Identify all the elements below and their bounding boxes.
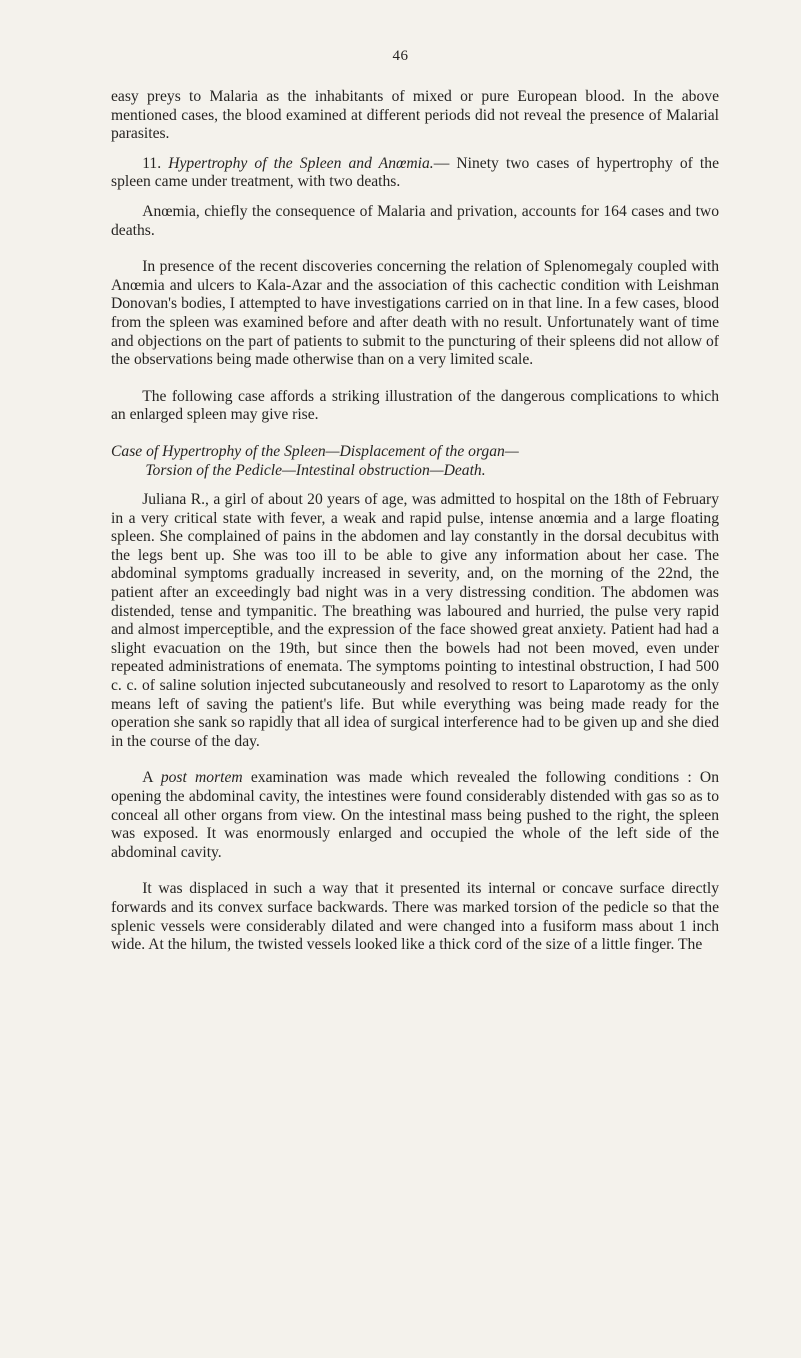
case-title <box>111 443 719 480</box>
body-text <box>111 88 719 955</box>
post-mortem-rest: examination was made which revealed the following conditions : On opening the abdominal cavity, the intestines were found considerably distended with gas so as to conceal all other organs from view. On the intestinal mass being pushed to the right, the spleen was exposed. It was enormously enlarged and occupied the whole of the left side of the abdominal cavity. <box>111 769 719 861</box>
section-text: — Ninety two cases of hypertrophy of the spleen came under treatment, with two deaths. <box>111 154 719 191</box>
paragraph-post-mortem <box>111 769 719 862</box>
section-number: 11. <box>142 154 162 172</box>
paragraph-case-history: Juliana R., a girl of about 20 years of age, was admitted to hospital on the 18th of February in a very critical state with fever, a weak and rapid pulse, intense anœmia and a large floating spleen. She complained of pains in the abdomen and lay constantly in the dorsal decubitus with the legs bent up. She was too ill to be able to give any information about her case. The abdominal symptoms gradually increased in severity, and, on the morning of the 22nd, the patient after an exceedingly bad night was in a very distressing condition. The abdomen was distended, tense and tympanitic. The breathing was laboured and hurried, the pulse very rapid and almost imperceptible, and the expression of the face showed great anxiety. Patient had had a slight evacuation on the 19th, but since then the bowels had not been moved, even under repeated administrations of enemata. The symptoms pointing to intestinal obstruction, I had 500 c. c. of saline solution injected subcutaneously and resolved to resort to Laparotomy as the only means left of saving the patient's life. But while everything was being made ready for the operation she sank so rapidly that all idea of surgical interference had to be given up and she died in the course of the day. <box>111 491 719 750</box>
post-mortem-start: A <box>142 769 153 787</box>
paragraph-splenomegaly: In presence of the recent discoveries concerning the relation of Splenomegaly coupled with Anœmia and ulcers to Kala-Azar and the association of this cachectic condition with Leishman Donovan's bodies, I attempted to have investigations carried on in that line. In a few cases, blood from the spleen was examined before and after death with no result. Unfortunately want of time and objections on the part of patients to submit to the puncturing of their spleens did not allow of the observations being made otherwise than on a very limited scale. <box>111 258 719 369</box>
paragraph-anoemia: Anœmia, chiefly the consequence of Malaria and privation, accounts for 164 cases and two deaths. <box>111 202 719 239</box>
paragraph-section-11 <box>111 155 719 192</box>
paragraph-following-case: The following case affords a striking illustration of the dangerous complications to which an enlarged spleen may give rise. <box>111 387 719 424</box>
paragraph-displacement: It was displaced in such a way that it presented its internal or concave surface directly forwards and its convex surface backwards. There was marked torsion of the pedicle so that the splenic vessels were considerably dilated and were changed into a fusiform mass about 1 inch wide. At the hilum, the twisted vessels looked like a thick cord of the size of a little finger. The <box>111 880 719 954</box>
post-mortem-italic: post mortem <box>160 769 243 787</box>
section-heading: Hypertrophy of the Spleen and Anœmia. <box>168 154 434 172</box>
case-title-line-2: Torsion of the Pedicle—Intestinal obstruction—Death. <box>145 461 486 479</box>
paragraph-malaria-continued: easy preys to Malaria as the inhabitants of mixed or pure European blood. In the above mentioned cases, the blood examined at different periods did not reveal the presence of Malarial parasites. <box>111 88 719 143</box>
page-number: 46 <box>392 48 409 64</box>
case-title-line-1: Case of Hypertrophy of the Spleen—Displacement of the organ— <box>111 442 519 460</box>
